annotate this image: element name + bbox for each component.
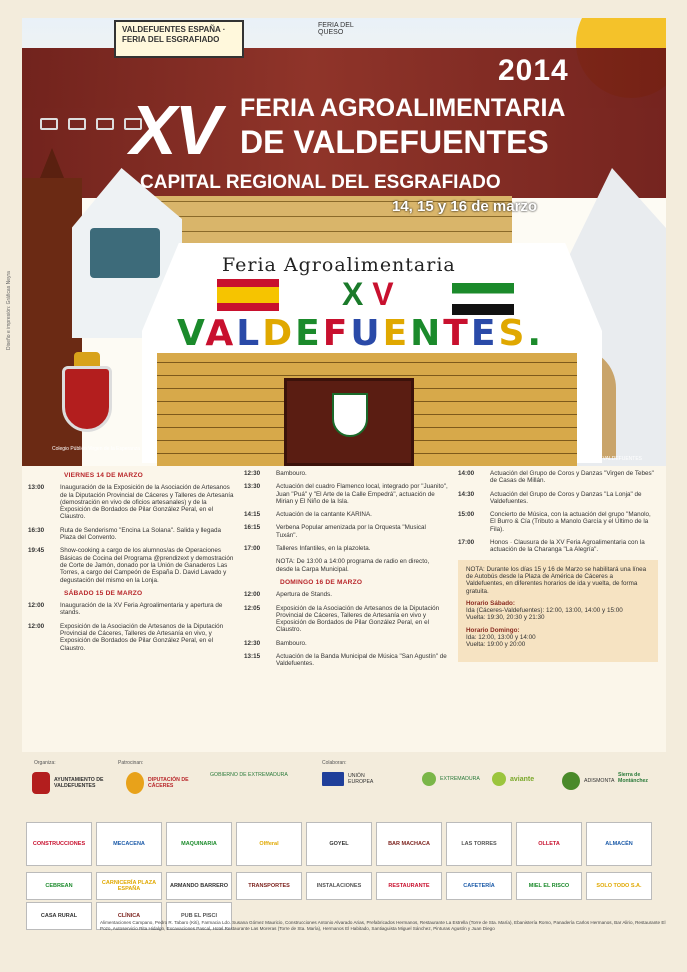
advertiser-logo: ARMANDO BARRERO xyxy=(166,872,232,900)
event-description: Concierto de Música, con la actuación del grupo "Manolo, El Burro & Cía (Tributo a Manolo García y el Último de la Fila). xyxy=(490,511,651,533)
programme-column-2 xyxy=(244,470,448,674)
saturday-ida: Ida (Cáceres-Valdefuentes): 12:00, 13:00, 14:00 y 15:00 xyxy=(466,607,623,615)
aviante-icon xyxy=(492,772,506,786)
event-description: Show-cooking a cargo de los alumnos/as de Operaciones Básicas de Cocina del Programa @prendizext y demostración de Corte de Jamón, donado por la Unión de Ganaderos Las Torres, a cargo del Campeón de España D. David Lavado y degustación del mismo en la Lonja. xyxy=(60,547,234,584)
sunday-ida: Ida: 12:00, 13:00 y 14:00 xyxy=(466,634,536,642)
sponsor-eu xyxy=(322,772,388,786)
town-sign: VALDEFUENTES ESPAÑA · FERIA DEL ESGRAFIADO xyxy=(114,20,244,58)
eu-label: UNIÓN EUROPEA xyxy=(348,773,374,785)
event-description: Honos · Clausura de la XV Feria Agroalimentaria con la actuación de la Charanga "La Alegría". xyxy=(490,539,645,554)
event-description: Ruta de Senderismo "Encina La Solana". Salida y llegada Plaza del Convento. xyxy=(60,526,221,542)
programme-event xyxy=(244,653,448,668)
drawing-town-name xyxy=(177,313,544,354)
sponsor-ayuntamiento xyxy=(32,772,114,794)
programme-column-3 xyxy=(458,470,658,662)
programme-event xyxy=(244,545,448,552)
event-time: 13:00 xyxy=(28,484,45,492)
event-time: 12:30 xyxy=(244,470,261,477)
drawing-letter: F xyxy=(322,313,351,354)
title-line-1: FERIA AGROALIMENTARIA xyxy=(240,94,566,122)
programme-event xyxy=(28,623,236,652)
programme-event xyxy=(244,483,448,505)
advertiser-logo: CARNICERÍA PLAZA ESPAÑA xyxy=(96,872,162,900)
year: 2014 xyxy=(498,54,569,87)
drawing-letter: A xyxy=(205,313,237,354)
event-time: 15:00 xyxy=(458,511,475,519)
event-description: Actuación del Grupo de Coros y Danzas "Virgen de Tebes" de Casas de Millán. xyxy=(490,470,654,485)
title-line-2: DE VALDEFUENTES xyxy=(240,124,549,160)
advertiser-logo: MAQUINARIA xyxy=(166,822,232,866)
event-dates: 14, 15 y 16 de marzo xyxy=(392,198,538,215)
drawing-banner: Feria Agroalimentaria xyxy=(222,254,456,276)
event-description: Inauguración de la Exposición de la Asociación de Artesanos de la Diputación Provincial de Cáceres y Talleres de Artesanía (demostración en vivo de oficios artesanales) y de la Exposición de Bordados de Pilar González Peral, en el Claustro. xyxy=(60,484,234,521)
advertiser-logo: OLLETA xyxy=(516,822,582,866)
advertiser-logo: CAFETERÍA xyxy=(446,872,512,900)
sponsor-adismonta xyxy=(562,772,614,790)
programme-column-3-events xyxy=(458,470,658,554)
day-heading: DOMINGO 16 DE MARZO xyxy=(280,578,363,586)
programme-event xyxy=(244,591,448,598)
event-description: Exposición de la Asociación de Artesanos de la Diputación Provincial de Cáceres, Talleres de Artesanía en vivo y Exposición de Bordados de Pilar González Peral, en el Claustro. xyxy=(276,604,440,634)
advertiser-logo: TRANSPORTES xyxy=(236,872,302,900)
ayuntamiento-crest-icon xyxy=(32,772,50,794)
event-time: 12:00 xyxy=(28,602,45,610)
edition-number: XV xyxy=(130,91,220,169)
sponsors-strip xyxy=(22,760,666,816)
advertiser-logo: GOYEL xyxy=(306,822,372,866)
drawing-letter: S xyxy=(498,313,528,354)
programme-column-1 xyxy=(28,470,236,658)
patrocinan-label: Patrocinan: xyxy=(118,760,144,766)
diputacion-label: DIPUTACIÓN DE CÁCERES xyxy=(148,777,189,789)
drawing-x: X xyxy=(342,276,364,312)
drawing-letter: . xyxy=(527,313,545,354)
organiza-label: Organiza: xyxy=(34,760,56,766)
programme-event xyxy=(244,605,448,634)
saturday-vuelta: Vuelta: 19:30, 20:30 y 21:30 xyxy=(466,614,545,622)
adismonta-label: ADISMONTA xyxy=(584,778,615,784)
programme-event xyxy=(244,640,448,647)
event-time: 12:05 xyxy=(244,604,261,612)
event-description: Bambouro. xyxy=(276,470,307,477)
event-time: 16:30 xyxy=(28,526,45,534)
event-description: Actuación del Grupo de Coros y Danzas "La Lonja" de Valdefuentes. xyxy=(490,490,642,505)
programme-event xyxy=(458,491,658,506)
sponsor-junta xyxy=(210,772,300,778)
advertiser-logo: RESTAURANTE xyxy=(376,872,442,900)
advertiser-logo: SOLO TODO S.A. xyxy=(586,872,652,900)
credit-left: Colegio Público Virgen de la Esperanza xyxy=(52,446,141,452)
vertical-credit: Diseño e impresión: Gráficas Neyra xyxy=(6,271,12,350)
event-time: 16:15 xyxy=(244,524,261,532)
event-time: 12:00 xyxy=(28,622,45,630)
extremadura-flag xyxy=(452,283,514,315)
programme-event xyxy=(244,511,448,518)
event-time: 17:00 xyxy=(458,539,475,547)
drawing-letter: T xyxy=(443,313,471,354)
programme-event xyxy=(458,470,658,485)
spain-flag xyxy=(217,279,279,311)
event-time: 13:30 xyxy=(244,483,261,491)
sponsor-sierra xyxy=(618,772,662,784)
subtitle: CAPITAL REGIONAL DEL ESGRAFIADO xyxy=(140,172,501,193)
event-time: 14:30 xyxy=(458,490,475,498)
advertiser-logo: CASA RURAL xyxy=(26,902,92,930)
sunday-title: Horario Domingo: xyxy=(466,626,520,634)
drawing-xv xyxy=(342,276,394,313)
door-shield xyxy=(332,393,368,437)
ayuntamiento-label: AYUNTAMIENTO DE VALDEFUENTES xyxy=(54,777,104,789)
queso-sign: FERIA DEL QUESO xyxy=(318,22,354,36)
saturday-title: Horario Sábado: xyxy=(466,599,515,607)
event-time: 14:00 xyxy=(458,470,475,477)
event-time: 13:15 xyxy=(244,653,261,661)
programme-event xyxy=(28,484,236,520)
credit-right: AYTO. VALDEFUENTES xyxy=(586,456,642,462)
advertiser-logo: BAR MACHACA xyxy=(376,822,442,866)
advertiser-logo: ALMACÉN xyxy=(586,822,652,866)
programme-event xyxy=(28,602,236,617)
event-description: Talleres Infantiles, en la plazoleta. xyxy=(276,545,371,553)
sponsor-extremadura xyxy=(422,772,480,786)
programme-event xyxy=(244,524,448,539)
event-time: 17:00 xyxy=(244,545,261,553)
footer-advertisers: Alimentaciones Campano, Pedro R. Tabaro (Kiti), Farmacia Ldo. Susana Gómez Mauricio, Construcciones Antonio Alvarado Arias, Prefabricados Hermanos, Restaurante La Estrella (Torre de Sta. María), Ebanistería Romo, Panadería Carlos Hermanos, Bar Alirio, Restaurante El Pozo, Autoservicio Rita Hidalgo, Excavaciones Pascal, Hotel Restaurante Las Moreras (Torre de Sta. María), Hermanos El Habitado, Santiaguista Miguel Sánchez, Pinturas Agustín y Juan Diego xyxy=(100,920,666,931)
advertiser-logo: CONSTRUCCIONES xyxy=(26,822,92,866)
event-time: 12:00 xyxy=(244,591,261,599)
eu-flag-icon xyxy=(322,772,344,786)
programme xyxy=(22,466,666,752)
junta-label: GOBIERNO DE EXTREMADURA xyxy=(210,772,288,778)
drawing-letter: E xyxy=(295,313,323,354)
note-text: NOTA: De 13:00 a 14:00 programa de radio en directo, desde la Carpa Municipal. xyxy=(276,558,430,573)
drawing-letter: L xyxy=(236,313,263,354)
event-description: Inauguración de la XV Feria Agroalimentaria y apertura de stands. xyxy=(60,602,223,617)
programme-event xyxy=(28,527,236,542)
drawing-letter: E xyxy=(470,313,499,354)
event-description: Bambouro. xyxy=(276,639,307,647)
advertiser-logo: MIEL EL RISCO xyxy=(516,872,582,900)
advertiser-logo: CEBREAN xyxy=(26,872,92,900)
drawing-v: V xyxy=(372,276,394,312)
advertiser-logo: INSTALACIONES xyxy=(306,872,372,900)
colaboran-label: Colaboran: xyxy=(322,760,347,766)
programme-event xyxy=(458,539,658,554)
programme-event xyxy=(244,470,448,477)
event-description: Actuación de la Banda Municipal de Música "San Agustín" de Valdefuentes. xyxy=(276,653,447,668)
event-description: Actuación de la cantante KARINA. xyxy=(276,511,372,519)
bus-note-text: NOTA: Durante los días 15 y 16 de Marzo se habilitará una línea de Autobús desde la Plaza de América de Cáceres a Valdefuentes, en diferentes horarios de ida y vuelta, de forma gratuita. xyxy=(466,565,647,595)
event-time: 19:45 xyxy=(28,547,45,555)
event-time: 14:15 xyxy=(244,511,261,519)
programme-event xyxy=(28,547,236,583)
advertiser-logo: MECACENA xyxy=(96,822,162,866)
leaf-icon xyxy=(422,772,436,786)
advertiser-logo: CLÍNICA xyxy=(96,902,162,930)
drawing-letter: V xyxy=(177,313,206,354)
event-description: Apertura de Stands. xyxy=(276,591,333,599)
adismonta-icon xyxy=(562,772,580,790)
drawing-letter: D xyxy=(262,313,296,354)
event-time: 12:30 xyxy=(244,639,261,647)
event-description: Exposición de la Asociación de Artesanos de la Diputación Provincial de Cáceres, Talleres de Artesanía en vivo, y Exposición de Bordados de Pilar González Peral, en el Claustro. xyxy=(60,622,224,652)
town-crest xyxy=(62,366,112,432)
diputacion-logo-icon xyxy=(126,772,144,794)
advertiser-logo: PUB EL PISCI xyxy=(166,902,232,930)
extremadura-label: EXTREMADURA xyxy=(440,776,480,782)
drawing-letter: N xyxy=(410,313,444,354)
advertiser-logo: Olfferal xyxy=(236,822,302,866)
advertiser-logo: LAS TORRES xyxy=(446,822,512,866)
bus-note xyxy=(458,560,658,662)
event-description: Actuación del cuadro Flamenco local, integrado por "Juanito", Juan "Puá" y "El Arte de la Calle Empedrá", actuación de Mirian y El Niño de la Isla. xyxy=(276,483,448,505)
aviante-label: aviante xyxy=(510,775,535,783)
sponsor-aviante xyxy=(492,772,534,786)
sierra-label: Sierra de Montánchez xyxy=(618,772,648,784)
sunday-vuelta: Vuelta: 19:00 y 20:00 xyxy=(466,641,526,649)
sponsor-diputacion xyxy=(126,772,200,794)
event-time xyxy=(244,558,276,573)
day-heading: VIERNES 14 DE MARZO xyxy=(64,472,143,479)
programme-event xyxy=(458,511,658,533)
event-description: Verbena Popular amenizada por la Orquesta "Musical Tuxán". xyxy=(276,524,426,539)
people-drawing xyxy=(90,228,160,278)
programme-note xyxy=(244,558,448,573)
day-heading: SÁBADO 15 DE MARZO xyxy=(64,589,143,597)
hero-illustration xyxy=(22,18,666,466)
drawing-letter: U xyxy=(350,313,383,354)
drawing-letter: E xyxy=(382,313,411,354)
